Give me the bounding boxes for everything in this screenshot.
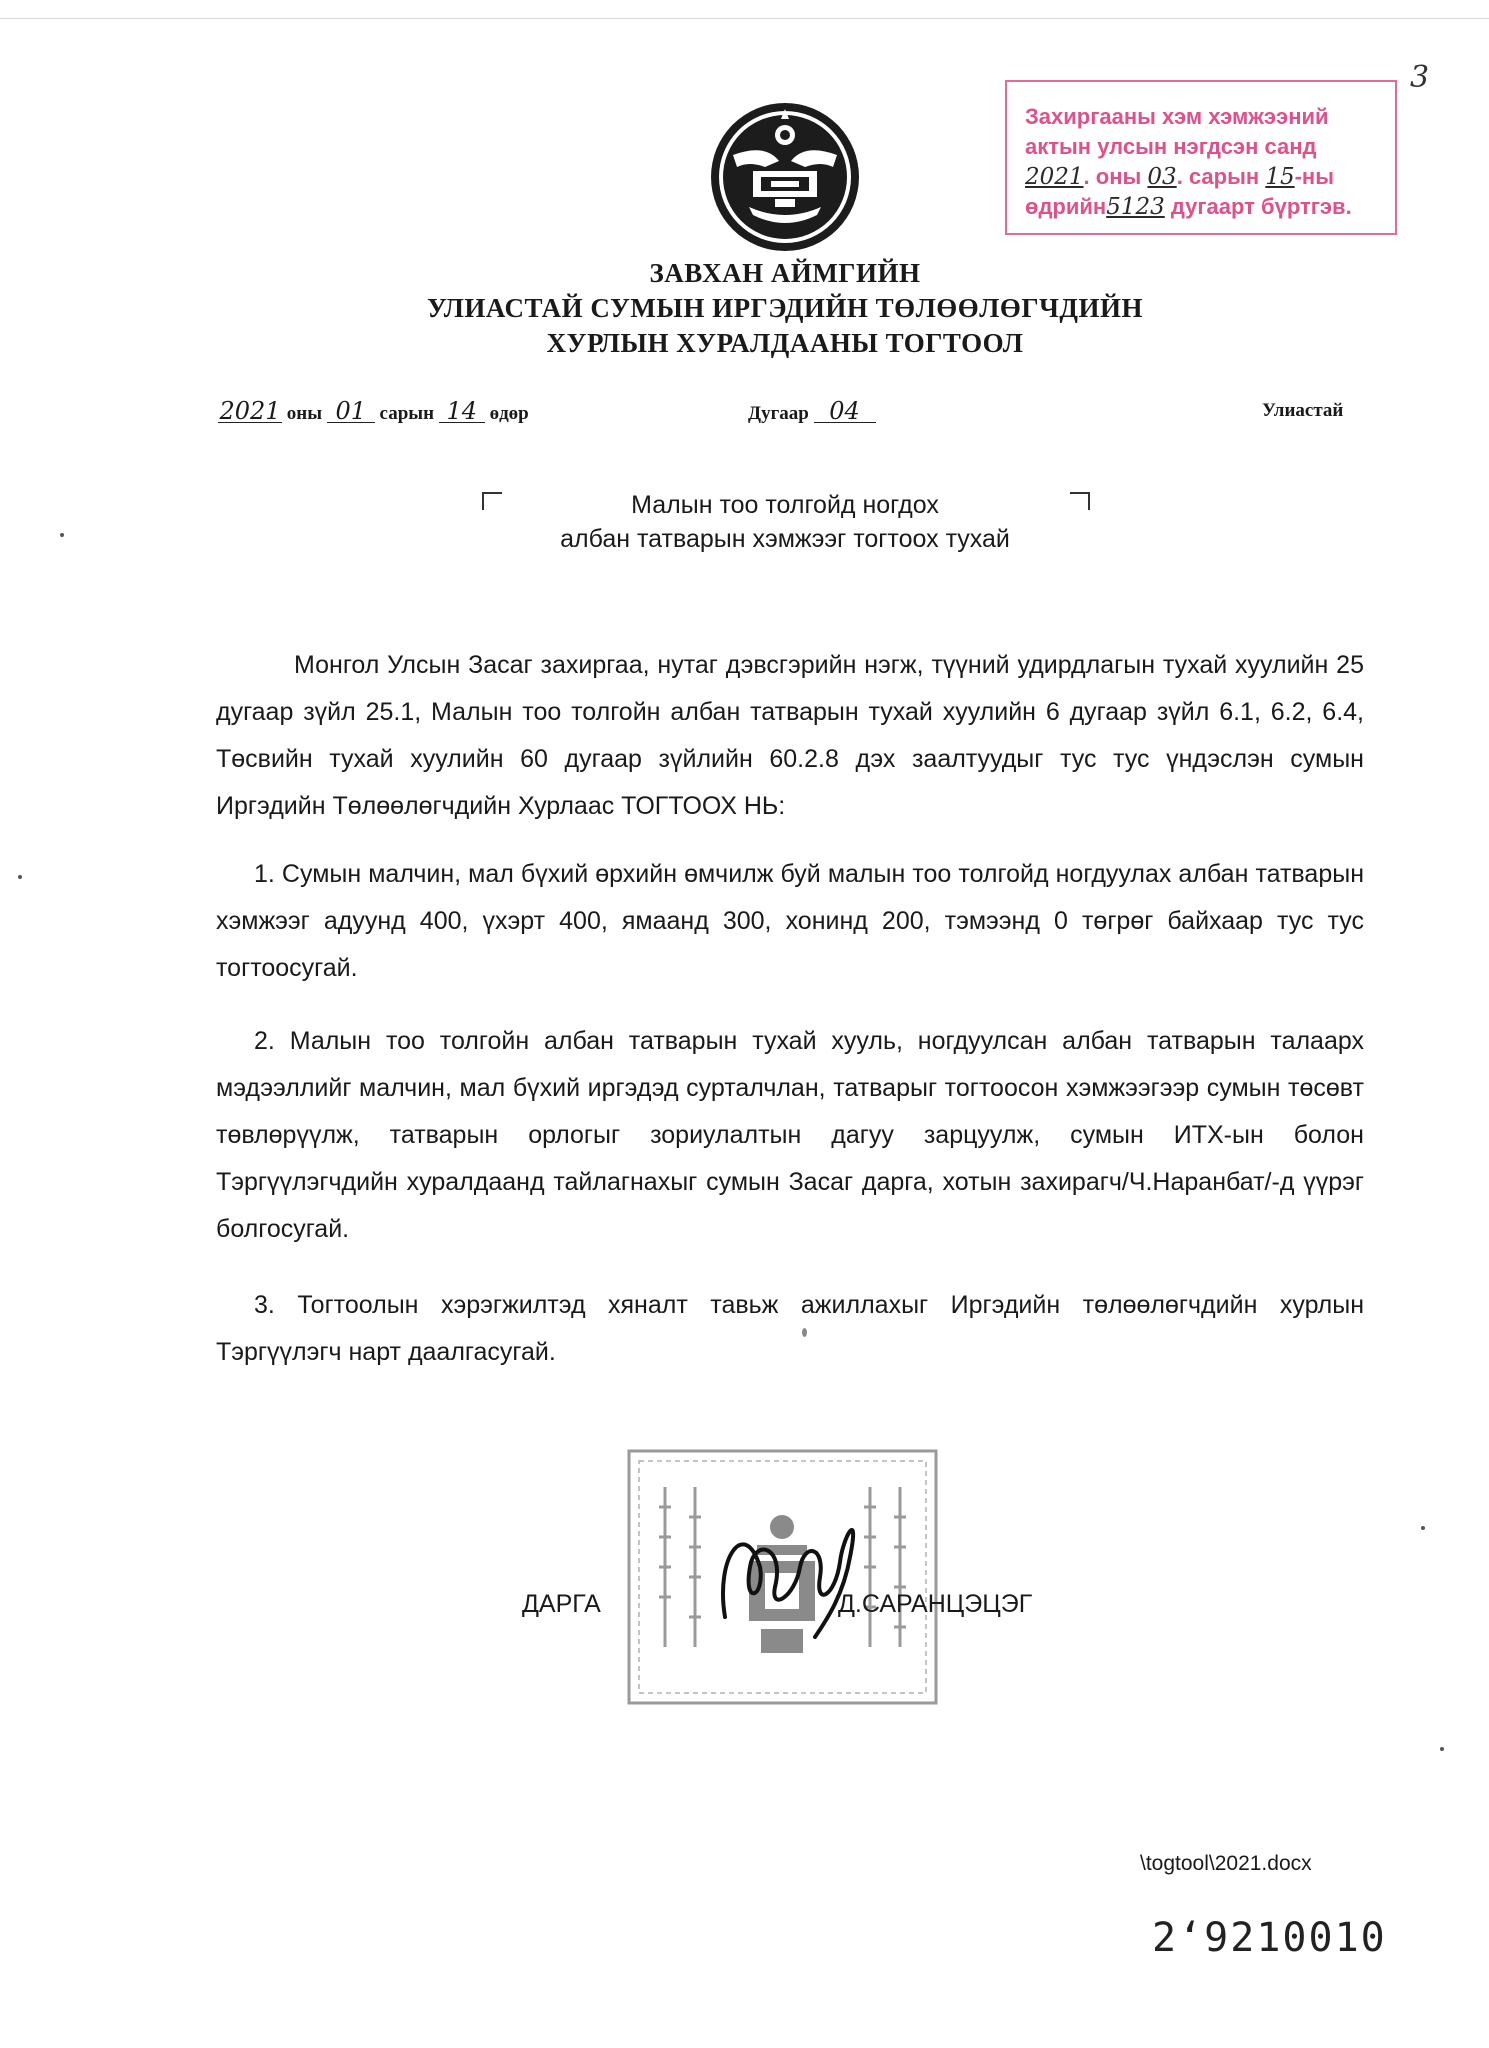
subject-line1: Малын тоо толгойд ногдох [631,491,939,519]
page-number: 3 [1410,60,1430,95]
resolution-item-2: 2. Малын тоо толгойн албан татварын тухай хууль, ногдуулсан албан татварын талаарх мэдээллийг малчин, мал бүхий иргэдэд сурталчлан, татварыг тогтоосон хэмжээгээр сумын төсөвт төвлөрүүлж, татварын орлогыг зориулалтын дагуу зарцуулж, сумын ИТХ-ын болон Тэргүүлэгчдийн хуралдаанд тайлагнахыг сумын Засаг дарга, хотын захирагч/Ч.Наранбат/-д үүрэг болгосугай. [216,1027,1364,1243]
registration-day-suffix: -ны [1294,164,1334,189]
registration-number: 5123 [1106,194,1165,220]
top-scan-edge [0,18,1489,19]
header-line2: УЛИАСТАЙ СУМЫН ИРГЭДИЙН ТӨЛӨӨЛӨГЧДИЙН [426,293,1144,323]
date-year-label: оны [286,403,323,424]
registration-stamp-line1: Захиргааны хэм хэмжээний [1025,104,1329,129]
registration-day: 15 [1265,164,1295,190]
date-month: 01 [327,400,375,423]
registration-number-prefix: өдрийн [1025,194,1107,219]
date-day-label: өдөр [489,403,529,424]
date-year: 2021 [219,397,281,425]
footer-file-path: \togtool\2021.docx [1140,1852,1312,1875]
registration-stamp-line4 [1025,192,1395,222]
document-date [218,397,529,425]
number-value: 04 [814,400,876,423]
registration-stamp-line3 [1025,162,1395,192]
resolution-item-1: 1. Сумын малчин, мал бүхий өрхийн өмчилж буй малын тоо толгойд ногдуулах албан татварын хэмжээг адуунд 400, үхэрт 400, ямаанд 300, хонинд 200, тэмээнд 0 төгрөг байхаар тус тус тогтоосугай. [216,860,1364,982]
number-label: Дугаар [748,403,809,424]
preamble-paragraph: Монгол Улсын Засаг захиргаа, нутаг дэвсгэрийн нэгж, түүний удирдлагын тухай хуулийн 25 дугаар зүйл 25.1, Малын тоо толгойн албан татварын тухай хуулийн 6 дугаар зүйл 6.1, 6.2, 6.4, Төсвийн тухай хуулийн 60 дугаар зүйлийн 60.2.8 дэх заалтуудыг тус тус үндэслэн сумын Иргэдийн Төлөөлөгчдийн Хурлаас ТОГТООХ НЬ: [216,651,1364,820]
registration-year-suffix: . оны [1083,164,1142,189]
header-line3: ХУРЛЫН ХУРАЛДААНЫ ТОГТООЛ [546,328,1024,358]
document-place: Улиастай [1262,400,1344,421]
scan-speck [18,875,22,879]
scan-speck [60,533,64,537]
official-seal-icon [625,1447,940,1707]
resolution-item-3: 3. Тогтоолын хэрэгжилтэд хяналт тавьж ажиллахыг Иргэдийн төлөөлөгчдийн хурлын Тэргүүлэгч нарт даалгасугай. [216,1291,1364,1366]
subject-line2: албан татварын хэмжээг тогтоох тухай [560,525,1010,553]
registration-stamp [1005,80,1397,235]
scan-speck [1440,1747,1444,1751]
header-line1: ЗАВХАН АЙМГИЙН [649,258,921,288]
signature-name: Д.САРАНЦЭЦЭГ [838,1590,1033,1618]
date-month-label: сарын [379,403,435,424]
footer-document-number: 2‘9210010 [1152,1915,1387,1961]
registration-year: 2021 [1025,164,1084,190]
date-day: 14 [439,400,485,423]
scan-speck [802,1328,807,1337]
registration-number-suffix: дугаарт бүртгэв. [1170,194,1352,219]
registration-month-suffix: . сарын [1176,164,1260,189]
subject [470,488,1100,556]
document-number [748,397,876,425]
registration-stamp-line2: актын улсын нэгдсэн санд [1025,134,1317,159]
scan-speck [1421,1526,1425,1530]
state-emblem-icon [705,95,865,255]
signature-title: ДАРГА [522,1590,601,1618]
registration-month: 03 [1147,164,1177,190]
